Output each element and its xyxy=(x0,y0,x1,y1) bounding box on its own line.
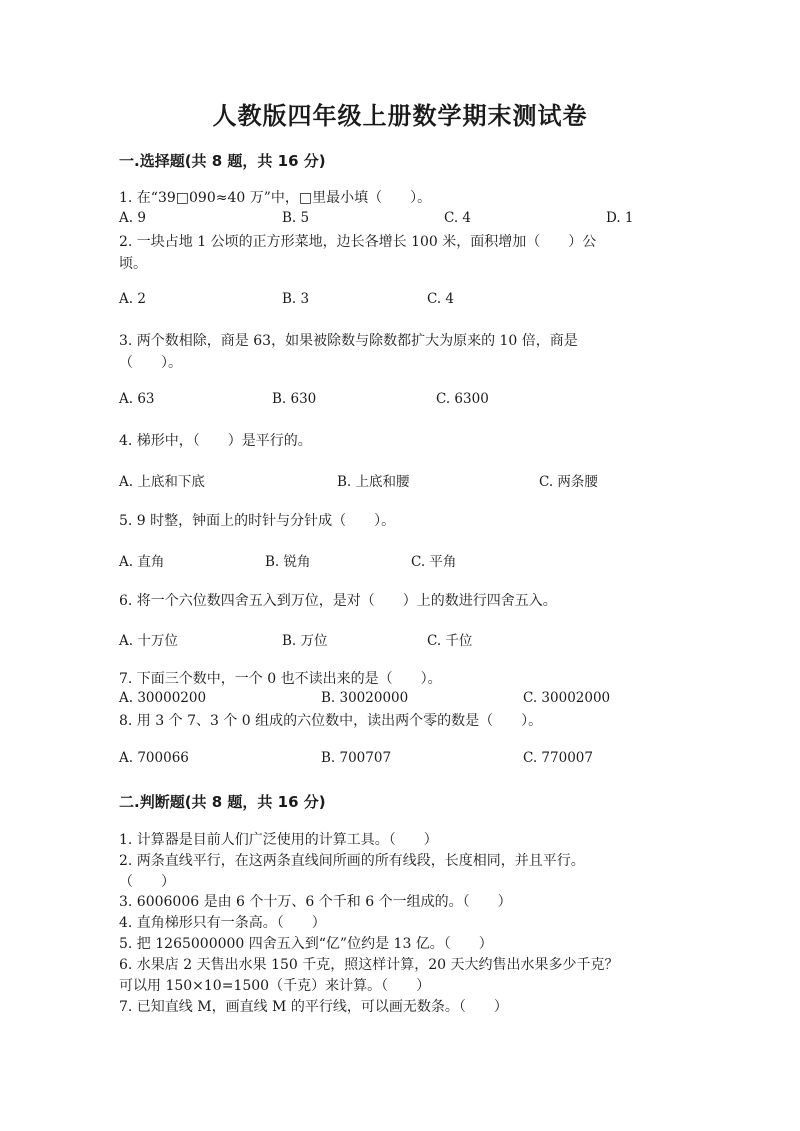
question-2-text-line-1: 2. 一块占地 1 公顷的正方形菜地，边长各增长 100 米，面积增加（ ）公 xyxy=(119,234,597,250)
question-6-option-a: A. 十万位 xyxy=(119,633,178,649)
section-heading-true-false: 二.判断题(共 8 题，共 16 分) xyxy=(119,793,326,811)
question-8-option-c: C. 770007 xyxy=(523,750,593,766)
judge-line: 2. 两条直线平行，在这两条直线间所画的所有线段，长度相同，并且平行。 xyxy=(119,853,585,869)
question-2-text-line-2: 顷。 xyxy=(119,256,147,272)
question-5-option-c: C. 平角 xyxy=(411,554,457,570)
question-7-option-c: C. 30002000 xyxy=(523,690,611,706)
question-5-option-b: B. 锐角 xyxy=(265,554,311,570)
question-3-text-line-2: （ ）。 xyxy=(119,355,182,371)
question-2-option-c: C. 4 xyxy=(427,291,455,307)
question-3-option-b: B. 630 xyxy=(272,391,317,407)
question-2-option-b: B. 3 xyxy=(282,291,310,307)
question-3-option-c: C. 6300 xyxy=(436,391,489,407)
question-5-option-a: A. 直角 xyxy=(119,554,165,570)
question-8-text: 8. 用 3 个 7、3 个 0 组成的六位数中，读出两个零的数是（ ）。 xyxy=(119,713,543,729)
judge-line: 3. 6006006 是由 6 个十万、6 个千和 6 个一组成的。（ ） xyxy=(119,894,512,910)
question-8-option-b: B. 700707 xyxy=(321,750,392,766)
judge-line: 1. 计算器是目前人们广泛使用的计算工具。（ ） xyxy=(119,832,438,848)
page-title: 人教版四年级上册数学期末测试卷 xyxy=(212,102,588,130)
judge-line: 5. 把 1265000000 四舍五入到“亿”位约是 13 亿。（ ） xyxy=(119,936,493,952)
question-1-option-c: C. 4 xyxy=(444,210,472,226)
section-heading-multiple-choice: 一.选择题(共 8 题，共 16 分) xyxy=(119,152,326,170)
question-7-option-b: B. 30020000 xyxy=(321,690,409,706)
question-2-option-a: A. 2 xyxy=(119,291,146,307)
question-6-option-b: B. 万位 xyxy=(282,633,328,649)
question-6-option-c: C. 千位 xyxy=(427,633,473,649)
question-4-option-b: B. 上底和腰 xyxy=(337,474,410,490)
question-1-option-d: D. 1 xyxy=(606,210,634,226)
question-3-option-a: A. 63 xyxy=(119,391,155,407)
question-6-text: 6. 将一个六位数四舍五入到万位，是对（ ）上的数进行四舍五入。 xyxy=(119,593,557,609)
question-5-text: 5. 9 时整，钟面上的时针与分针成（ ）。 xyxy=(119,513,396,529)
question-7-option-a: A. 30000200 xyxy=(119,690,207,706)
judge-line: 可以用 150×10=1500（千克）来计算。（ ） xyxy=(119,978,431,994)
question-1-text: 1. 在“39□090≈40 万”中，□里最小填（ ）。 xyxy=(119,190,432,206)
judge-line: 7. 已知直线 M，画直线 M 的平行线，可以画无数条。（ ） xyxy=(119,999,508,1015)
judge-line: （ ） xyxy=(119,874,175,890)
question-4-option-c: C. 两条腰 xyxy=(539,474,598,490)
question-3-text-line-1: 3. 两个数相除，商是 63，如果被除数与除数都扩大为原来的 10 倍，商是 xyxy=(119,333,578,349)
question-4-option-a: A. 上底和下底 xyxy=(119,474,205,490)
question-8-option-a: A. 700066 xyxy=(119,750,189,766)
judge-line: 6. 水果店 2 天售出水果 150 千克，照这样计算，20 天大约售出水果多少千克？ xyxy=(119,957,619,973)
question-4-text: 4. 梯形中，（ ）是平行的。 xyxy=(119,433,312,449)
question-7-text: 7. 下面三个数中，一个 0 也不读出来的是（ ）。 xyxy=(119,671,442,687)
judge-line: 4. 直角梯形只有一条高。（ ） xyxy=(119,915,326,931)
question-1-option-a: A. 9 xyxy=(119,210,146,226)
question-1-option-b: B. 5 xyxy=(282,210,310,226)
